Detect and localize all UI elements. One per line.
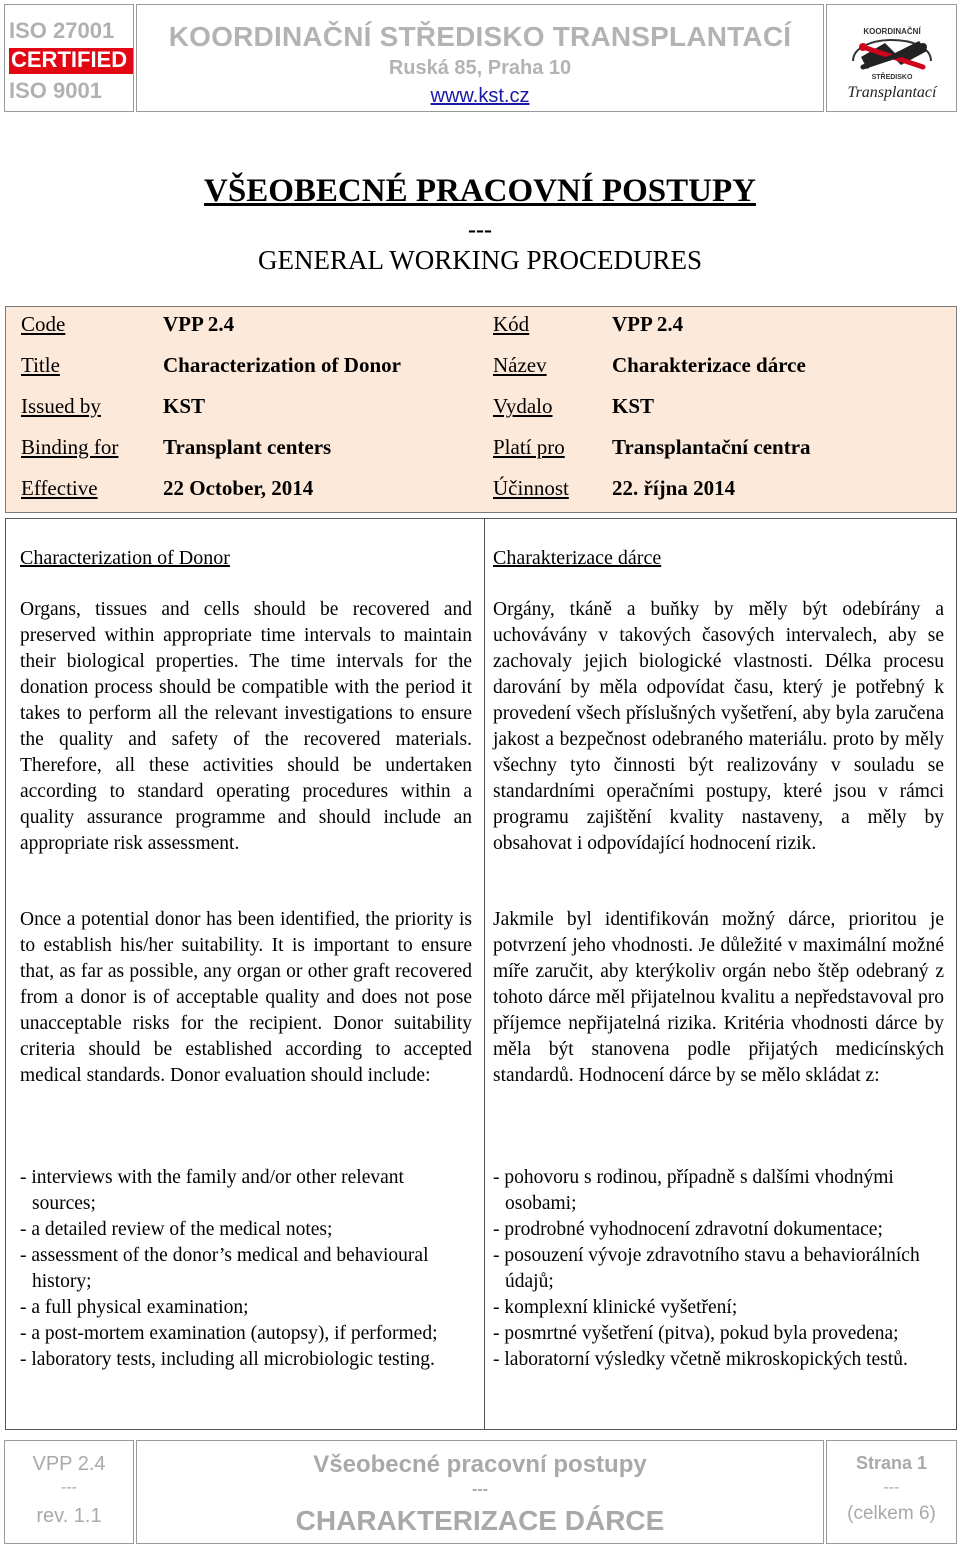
- meta-row-title: [6, 348, 956, 389]
- footer-doc-title: Všeobecné pracovní postupy: [313, 1451, 647, 1478]
- kst-logo-icon: [833, 13, 951, 105]
- meta-label-cz: Název: [493, 353, 547, 377]
- list-item: - assessment of the donor’s medical and behavioural history;: [20, 1245, 429, 1292]
- list-item: - a post-mortem examination (autopsy), if performed;: [20, 1323, 438, 1344]
- meta-label-cz: Platí pro: [493, 435, 565, 459]
- footer-separator: ---: [883, 1479, 900, 1496]
- list-item: - a detailed review of the medical notes;: [20, 1219, 333, 1240]
- organization-box: [136, 4, 824, 112]
- list-item: - prodrobné vyhodnocení zdravotní dokumentace;: [493, 1219, 883, 1240]
- list-item: - posouzení vývoje zdravotního stavu a behaviorálních údajů;: [493, 1245, 920, 1292]
- organization-name: KOORDINAČNÍ STŘEDISKO TRANSPLANTACÍ: [168, 21, 792, 52]
- list-item: - a full physical examination;: [20, 1297, 249, 1318]
- paragraph-cz-2: Jakmile byl identifikován možný dárce, prioritou je potvrzení jeho vhodnosti. Je důležité v maximální možné míře zaručit, aby kterýkoliv orgán nebo štěp odebraný z tohoto dárce měl přijatelnou kvalitu a nepředstavoval pro příjemce nepřijatelná rizika. Kritéria vhodnosti dárce by měla být stanovena podle přijatých medicínských standardů. Hodnocení dárce by se mělo skládat z:: [493, 909, 944, 1086]
- svg-text:STŘEDISKO: STŘEDISKO: [871, 74, 913, 81]
- footer-page-number: Strana 1: [855, 1453, 928, 1473]
- meta-label-en: Effective: [21, 476, 98, 500]
- footer-doc-code-box: [4, 1440, 134, 1544]
- document-metadata-table: [5, 306, 957, 513]
- meta-value-en: Transplant centers: [163, 435, 332, 459]
- certification-box: [4, 4, 134, 112]
- list-item: - komplexní klinické vyšetření;: [493, 1297, 738, 1318]
- website-link[interactable]: www.kst.cz: [430, 85, 530, 107]
- meta-value-en: 22 October, 2014: [163, 476, 314, 500]
- page-header: [0, 0, 960, 116]
- title-separator: ---: [468, 217, 492, 243]
- cert-iso9001: ISO 9001: [9, 78, 102, 103]
- cert-iso27001: ISO 27001: [9, 18, 115, 43]
- list-item: - posmrtné vyšetření (pitva), pokud byla provedena;: [493, 1323, 899, 1344]
- meta-label-cz: Vydalo: [493, 394, 553, 418]
- meta-row-binding-for: [6, 430, 956, 471]
- footer-doc-subtitle: CHARAKTERIZACE DÁRCE: [295, 1505, 665, 1536]
- meta-label-cz: Účinnost: [493, 476, 569, 500]
- meta-value-cz: VPP 2.4: [612, 312, 684, 336]
- evaluation-list-en: [20, 1165, 472, 1373]
- list-item: - interviews with the family and/or other relevant sources;: [20, 1167, 404, 1214]
- meta-label-cz: Kód: [493, 312, 530, 336]
- list-item: - laboratory tests, including all microbiologic testing.: [20, 1349, 435, 1370]
- meta-value-cz: Charakterizace dárce: [612, 353, 806, 377]
- footer-revision: rev. 1.1: [36, 1505, 102, 1527]
- meta-value-cz: 22. října 2014: [612, 476, 736, 500]
- footer-page-box: [826, 1440, 957, 1544]
- footer-title-box: [136, 1440, 824, 1544]
- meta-row-effective: [6, 471, 956, 512]
- meta-label-en: Title: [21, 353, 60, 377]
- meta-row-issued-by: [6, 389, 956, 430]
- bilingual-content-table: [5, 518, 957, 1430]
- meta-label-en: Issued by: [21, 394, 101, 418]
- document-title-czech: VŠEOBECNÉ PRACOVNÍ POSTUPY: [204, 173, 756, 209]
- meta-value-en: KST: [163, 394, 206, 418]
- evaluation-list-cz: [493, 1165, 944, 1373]
- page-footer: [0, 1440, 960, 1547]
- paragraph-cz-1: Orgány, tkáně a buňky by měly být odebírány a uchovávány v takových časových intervalech, aby se zachovaly jejich biologické vlastnosti. Délka procesu darování by měla odpovídat času, který je potřebný k provedení všech příslušných vyšetření, aby byla zaručena jakost a bezpečnost odebraného materiálu. proto by měly všechny tyto činnosti být realizovány v souladu se standardními operačními postupy, které jsou v rámci programu zajištění kvality nastaveny, a měly by obsahovat i odpovídající hodnocení rizik.: [493, 599, 944, 854]
- meta-value-cz: Transplantační centra: [612, 435, 811, 459]
- meta-label-en: Code: [21, 312, 66, 336]
- footer-page-total: (celkem 6): [847, 1503, 936, 1524]
- document-title-english: GENERAL WORKING PROCEDURES: [257, 245, 702, 275]
- meta-value-cz: KST: [612, 394, 655, 418]
- list-item: - laboratorní výsledky včetně mikroskopických testů.: [493, 1349, 908, 1370]
- svg-text:KOORDINAČNÍ: KOORDINAČNÍ: [863, 27, 921, 36]
- footer-doc-code: VPP 2.4: [32, 1453, 106, 1475]
- paragraph-en-1: Organs, tissues and cells should be recovered and preserved within appropriate time intervals to maintain their biological properties. The time intervals for the donation process should be compatible with the period it takes to perform all the relevant investigations to ensure the quality and safety of the recovered materials. Therefore, all these activities should be undertaken according to standard operating procedures within a quality assurance programme and should include an appropriate risk assessment.: [20, 599, 472, 854]
- section-heading-en: Characterization of Donor: [20, 547, 230, 569]
- footer-separator: ---: [472, 1481, 488, 1498]
- section-heading-cz: Charakterizace dárce: [493, 547, 662, 569]
- list-item: - pohovoru s rodinou, případně s dalšími vhodnými osobami;: [493, 1167, 894, 1214]
- footer-separator: ---: [61, 1479, 77, 1496]
- meta-value-en: Characterization of Donor: [163, 353, 401, 377]
- cert-certified-badge: CERTIFIED: [9, 48, 133, 74]
- kst-logo: [826, 4, 957, 112]
- meta-value-en: VPP 2.4: [163, 312, 235, 336]
- column-divider: [484, 519, 485, 1429]
- svg-text:Transplantací: Transplantací: [847, 84, 937, 101]
- meta-label-en: Binding for: [21, 435, 119, 459]
- meta-row-code: [6, 307, 956, 348]
- organization-address: Ruská 85, Praha 10: [388, 57, 572, 79]
- paragraph-en-2: Once a potential donor has been identified, the priority is to establish his/her suitability. It is important to ensure that, as far as possible, any organ or other graft recovered from a donor is of acceptable quality and does not pose unacceptable risks for the recipient. Donor suitability criteria should be established according to accepted medical standards. Donor evaluation should include:: [20, 909, 472, 1086]
